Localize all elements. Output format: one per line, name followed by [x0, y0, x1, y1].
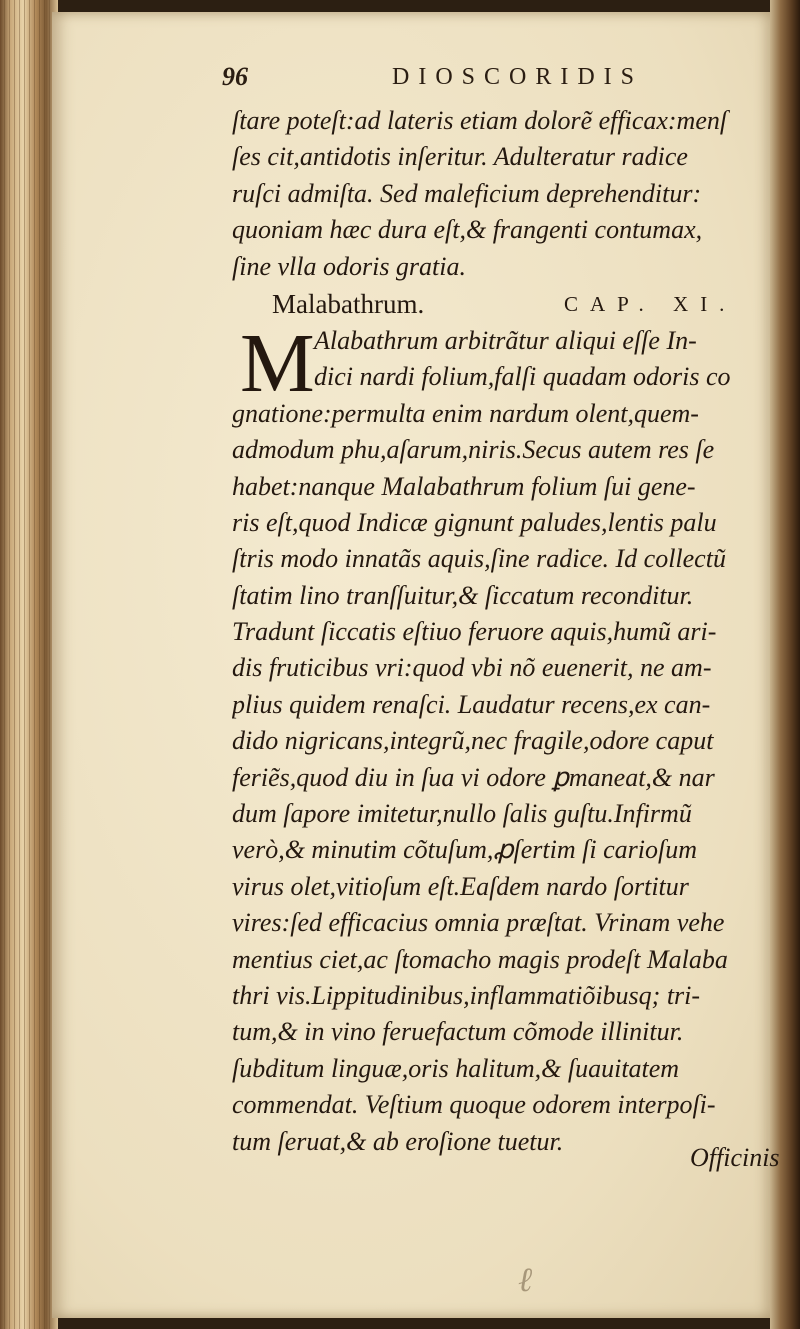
text-line: vires:ſed efficacius omnia præſtat. Vrinam vehe: [232, 908, 725, 938]
text-line: virus olet,vitioſum eſt.Eaſdem nardo ſortitur: [232, 871, 689, 901]
catchword: Officinis: [690, 1143, 780, 1172]
dropcap-block: [232, 316, 772, 410]
text-line: ſine vlla odoris gratia.: [232, 251, 466, 281]
text-line: ſtatim lino tranſſuitur,& ſiccatum reconditur.: [232, 580, 694, 610]
text-line: plius quidem renaſci. Laudatur recens,ex can-: [232, 689, 711, 719]
text-line: ruſci admiſta. Sed maleficium deprehenditur:: [232, 178, 702, 208]
page-stack-lines: [4, 0, 50, 1329]
text-line: commendat. Veſtium quoque odorem interpoſi-: [232, 1090, 716, 1120]
text-line: ſubditum linguæ,oris halitum,& ſuauitatem: [232, 1053, 680, 1083]
running-title: DIOSCORIDIS: [392, 64, 644, 90]
text-line: gnatione:permulta enim nardum olent,quem-: [232, 398, 699, 428]
text-line: dici nardi folium,falſi quadam odoris co: [314, 362, 731, 392]
chapter-title: Malabathrum.: [272, 288, 425, 319]
drop-capital: M: [240, 316, 315, 410]
text-line: dum ſapore imitetur,nullo ſalis guſtu.Infirmũ: [232, 799, 692, 829]
ink-mark: ℓ: [518, 1262, 533, 1299]
text-line: feriẽs,quod diu in ſua vi odore ꝑmaneat,& nar: [232, 762, 715, 792]
text-line: ſes cit,antidotis inſeritur. Adulteratur radice: [232, 142, 688, 172]
text-line: habet:nanque Malabathrum folium ſui gene-: [232, 471, 696, 501]
text-line: dido nigricans,integrũ,nec fragile,odore caput: [232, 726, 714, 756]
text-line: ſtris modo innatãs aquis,ſine radice. Id collectũ: [232, 544, 726, 574]
text-line: tum ſeruat,& ab eroſione tuetur.: [232, 1126, 564, 1156]
text-block: [232, 103, 772, 1160]
page-number: 96: [222, 62, 248, 91]
text-line: thri vis.Lippitudinibus,inflammatiõibusq; tri-: [232, 980, 701, 1010]
text-line: admodum phu,aſarum,niris.Secus autem res ſe: [232, 435, 715, 465]
text-line: quoniam hæc dura eſt,& frangenti contumax,: [232, 215, 703, 245]
text-line: tum,& in vino feruefactum cõmode illinitur.: [232, 1017, 684, 1047]
text-line: dis fruticibus vri:quod vbi nõ euenerit, ne am-: [232, 653, 712, 683]
chapter-number: CAP. XI.: [564, 291, 737, 316]
text-line: ris eſt,quod Indicæ gignunt paludes,lentis palu: [232, 507, 717, 537]
facing-page-edge: [770, 0, 800, 1329]
text-line: mentius ciet,ac ſtomacho magis prodeſt Malaba: [232, 944, 728, 974]
text-line: verò,& minutim cõtuſum,ꝓſertim ſi carioſum: [232, 835, 697, 865]
text-line: Tradunt ſiccatis eſtiuo feruore aquis,humũ ari-: [232, 617, 717, 647]
running-head: [222, 58, 682, 94]
text-line: Alabathrum arbitrãtur aliqui eſſe In-: [314, 325, 697, 355]
text-line: ſtare poteſt:ad lateris etiam dolorẽ efficax:menſ: [232, 106, 728, 135]
